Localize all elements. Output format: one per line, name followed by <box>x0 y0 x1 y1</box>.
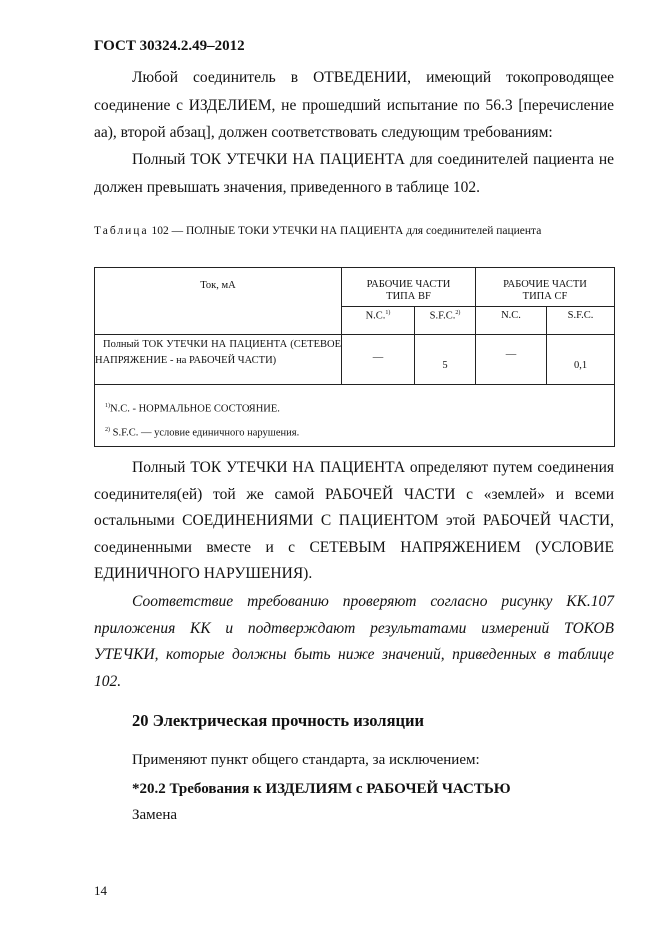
paragraph-text: Полный ТОК УТЕЧКИ НА ПАЦИЕНТА для соединителей пациента не должен превышать значения, приведенного в таблице 102. <box>94 151 614 196</box>
header-group-cf: РАБОЧИЕ ЧАСТИ ТИПА CF <box>476 268 615 307</box>
paragraph-measurement-method <box>94 455 614 588</box>
document-header: ГОСТ 30324.2.49–2012 <box>94 38 245 54</box>
cell-cf-nc: — <box>476 335 547 385</box>
subheader-bf-sfc <box>415 307 476 335</box>
page-number: 14 <box>94 883 107 898</box>
paragraph-compliance <box>94 589 614 695</box>
cell-bf-sfc: 5 <box>415 335 476 385</box>
paragraph-connector-requirements <box>94 64 614 147</box>
clause-replacement: Замена <box>132 807 178 823</box>
header-group-bf: РАБОЧИЕ ЧАСТИ ТИПА BF <box>342 268 476 307</box>
subheader-label: S.F.C. <box>429 310 456 322</box>
subheader-cf-nc: N.C. <box>476 307 547 335</box>
footnote-text: S.F.C. — условие единичного нарушения. <box>112 427 300 438</box>
header-current: Ток, мА <box>95 268 342 335</box>
footnote-marker: 1) <box>105 403 110 409</box>
table-caption <box>94 220 614 243</box>
subheader-label: N.C. <box>365 310 386 322</box>
subsection-title: *20.2 Требования к ИЗДЕЛИЯМ с РАБОЧЕЙ ЧАСТЬЮ <box>132 781 511 797</box>
clause-applicability: Применяют пункт общего стандарта, за исключением: <box>132 752 480 768</box>
footnote-2 <box>105 420 614 444</box>
paragraph-text: Любой соединитель в ОТВЕДЕНИИ, имеющий токопроводящее соединение с ИЗДЕЛИЕМ, не прошедший испытание по 56.3 [перечисление аа), второй абзац], должен соответствовать следующим требованиям: <box>94 69 614 141</box>
table-caption-text: 102 — ПОЛНЫЕ ТОКИ УТЕЧКИ НА ПАЦИЕНТА для соединителей пациента <box>151 225 542 237</box>
footnote-ref-2: 2) <box>455 310 461 316</box>
paragraph-text: Полный ТОК УТЕЧКИ НА ПАЦИЕНТА определяют путем соединения соединителя(ей) той же самой РАБОЧЕЙ ЧАСТИ с «землей» и всеми остальными СОЕДИНЕНИЯМИ С ПАЦИЕНТОМ этой РАБОЧЕЙ ЧАСТИ, соединенными вместе и с СЕТЕВЫМ НАПРЯЖЕНИЕМ (УСЛОВИЕ ЕДИНИЧНОГО НАРУШЕНИЯ). <box>94 459 614 582</box>
footnote-text: N.C. - НОРМАЛЬНОЕ СОСТОЯНИЕ. <box>110 403 280 415</box>
subheader-bf-nc <box>342 307 415 335</box>
paragraph-text: Соответствие требованию проверяют согласно рисунку КК.107 приложения КК и подтверждают результатами измерений ТОКОВ УТЕЧКИ, которые должны быть ниже значений, приведенных в таблице 102. <box>94 593 614 690</box>
table-footnotes <box>95 385 615 447</box>
paragraph-leakage-limit <box>94 146 614 201</box>
footnote-1 <box>105 396 614 420</box>
row-label: Полный ТОК УТЕЧКИ НА ПАЦИЕНТА (СЕТЕВОЕ НАПРЯЖЕНИЕ - на РАБОЧЕЙ ЧАСТИ) <box>95 335 342 385</box>
table-caption-label: Таблица <box>94 225 149 237</box>
subheader-cf-sfc: S.F.C. <box>547 307 615 335</box>
section-title: 20 Электрическая прочность изоляции <box>132 711 425 730</box>
leakage-current-table <box>94 267 615 447</box>
cell-cf-sfc: 0,1 <box>547 335 615 385</box>
footnote-marker: 2) <box>105 426 110 433</box>
footnote-ref-1: 1) <box>385 310 391 316</box>
cell-bf-nc: — <box>342 335 415 385</box>
